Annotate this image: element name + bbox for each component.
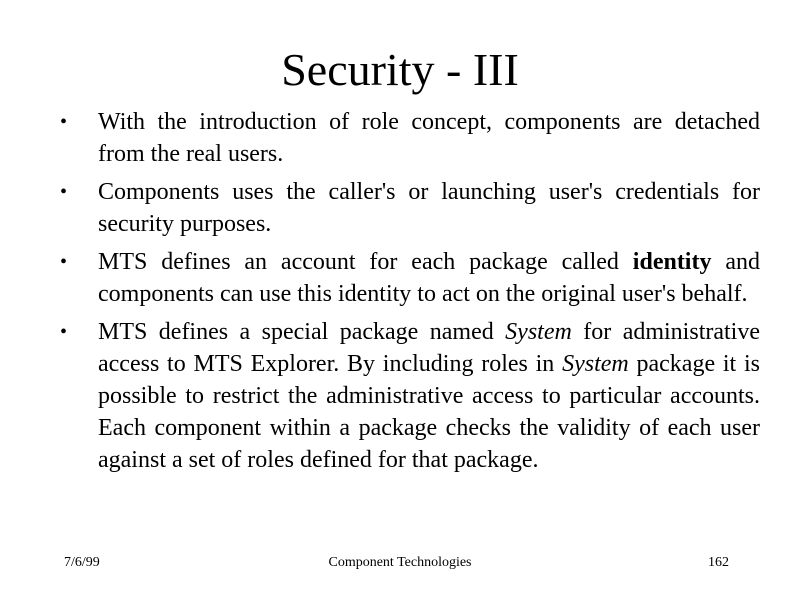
bullet-icon: • bbox=[60, 111, 68, 133]
footer-date: 7/6/99 bbox=[64, 555, 100, 570]
bullet-text-segment: package it is possible to restrict the administrative access to particular accounts. Each component within a package checks the validity of each user against a set of roles defined for that package. bbox=[98, 351, 760, 473]
bullet-item bbox=[60, 176, 760, 240]
bullet-text: Components uses the caller's or launching user's credentials for security purposes. bbox=[98, 179, 760, 237]
bullet-list bbox=[60, 106, 760, 482]
slide-title: Security - III bbox=[281, 44, 519, 95]
system-term: System bbox=[505, 319, 572, 345]
bullet-icon: • bbox=[60, 321, 68, 343]
bullet-text-segment: for administrative access to MTS Explorer. By including roles in bbox=[98, 319, 760, 377]
bullet-text: With the introduction of role concept, components are detached from the real users. bbox=[98, 109, 760, 167]
system-term: System bbox=[562, 351, 629, 377]
bullet-item bbox=[60, 316, 760, 476]
bullet-item bbox=[60, 246, 760, 310]
bullet-text-segment: MTS defines a special package named bbox=[98, 319, 506, 345]
bullet-text-segment: and components can use this identity to act on the original user's behalf. bbox=[98, 249, 760, 307]
bullet-text bbox=[98, 319, 760, 473]
identity-term: identity bbox=[632, 249, 712, 275]
footer-title: Component Technologies bbox=[328, 555, 472, 570]
bullet-icon: • bbox=[60, 251, 68, 273]
bullet-text bbox=[98, 249, 760, 307]
bullet-item bbox=[60, 106, 760, 170]
bullet-icon: • bbox=[60, 181, 68, 203]
bullet-text-segment: MTS defines an account for each package called bbox=[98, 249, 633, 275]
page-number: 162 bbox=[708, 555, 729, 570]
